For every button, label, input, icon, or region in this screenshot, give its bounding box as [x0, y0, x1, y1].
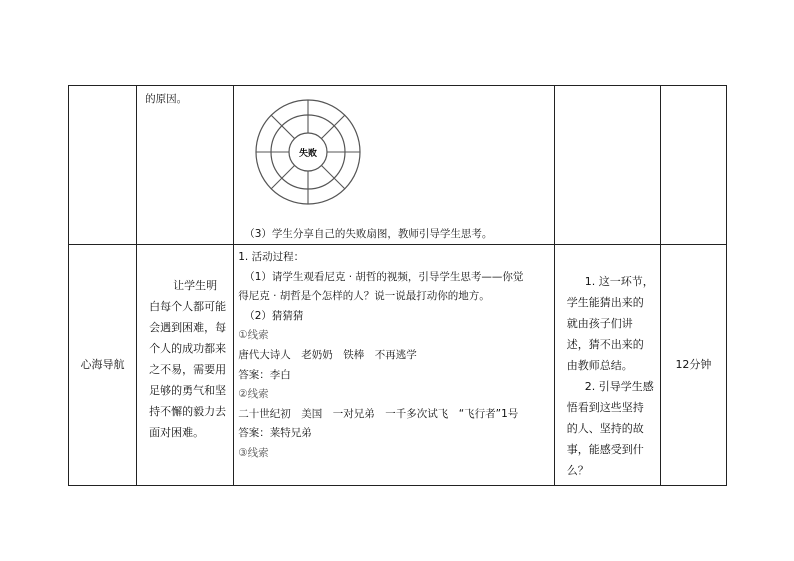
process-line: 1. 活动过程： [238, 251, 305, 263]
process-line: ①线索 [238, 329, 269, 342]
time-allocation: 12分钟 [675, 358, 712, 371]
process-line: （1）请学生观看尼克 · 胡哲的视频，引导学生思考——你觉 [244, 270, 524, 283]
diagram-center-label: 失败 [299, 149, 318, 159]
process-line: 答案：莱特兄弟 [238, 427, 312, 440]
empty-cell [660, 86, 726, 245]
activity-process [234, 245, 553, 467]
time-cell [660, 245, 726, 486]
process-line: 答案：李白 [238, 368, 291, 381]
note-item: 1. 这一环节，学生能猜出来的就由孩子们讲述，猜不出来的由教师总结。 [566, 275, 654, 372]
section-title-cell [69, 245, 137, 486]
process-line: ③线索 [238, 446, 269, 459]
process-line: 得尼克 · 胡哲是个怎样的人？说一说最打动你的地方。 [238, 290, 490, 303]
table-row [69, 86, 727, 245]
lesson-plan-table [68, 85, 727, 486]
empty-cell [554, 86, 660, 245]
process-line: 二十世纪初 美国 一对兄弟 一千多次试飞 “飞行者”1号 [238, 407, 519, 420]
note-item: 2. 引导学生感悟看到这些坚持的人、坚持的故事，能感受到什么？ [566, 380, 654, 477]
notes-cell [554, 245, 660, 486]
table-row [69, 245, 727, 486]
section-title: 心海导航 [80, 358, 125, 371]
diagram-caption: （3）学生分享自己的失败扇图，教师引导学生思考。 [244, 228, 493, 240]
objective-cell [137, 245, 234, 486]
process-cell-diagram [234, 86, 554, 245]
empty-cell [69, 86, 137, 245]
teacher-notes [555, 245, 660, 481]
process-cell [234, 245, 554, 486]
objective-text: 的原因。 [145, 93, 188, 105]
failure-fan-diagram [234, 86, 553, 226]
objective-text: 让学生明白每个人都可能会遇到困难，每个人的成功都来之不易，需要用足够的勇气和坚持不懈的毅力去面对困难。 [149, 279, 227, 439]
process-line: ②线索 [238, 388, 269, 401]
process-line: （2）猜猜猜 [244, 309, 304, 322]
process-line: 唐代大诗人 老奶奶 铁棒 不再逃学 [238, 348, 417, 361]
failure-fan-chart [254, 94, 374, 214]
objective-cell-continued [137, 86, 234, 245]
